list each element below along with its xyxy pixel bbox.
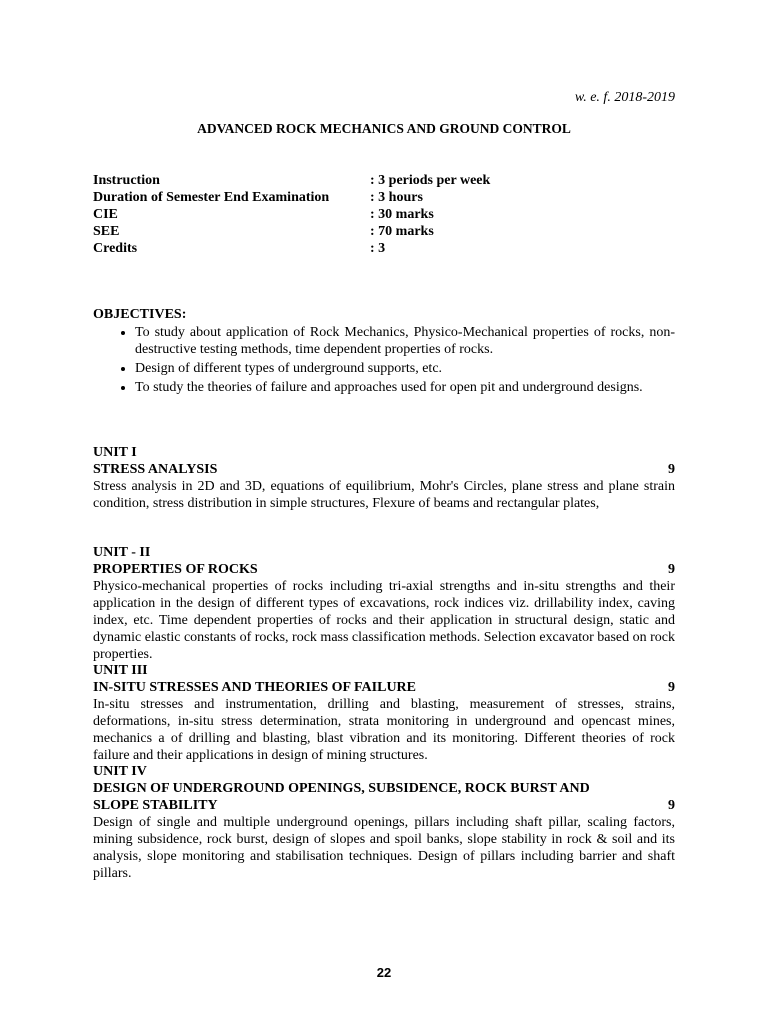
objective-item: • Design of different types of underground supports, etc.: [135, 360, 675, 377]
info-label: Duration of Semester End Examination: [93, 190, 330, 205]
unit-4-section: [93, 763, 675, 882]
unit-label: UNIT IV: [93, 764, 147, 779]
unit-title: PROPERTIES OF ROCKS: [93, 562, 258, 577]
unit-hours: 9: [668, 462, 675, 477]
unit-title: STRESS ANALYSIS: [93, 462, 218, 477]
unit-2-section: [93, 544, 675, 663]
unit-heading: [93, 461, 675, 478]
unit-hours: 9: [668, 562, 675, 577]
info-row-see: [93, 223, 490, 240]
objective-item: • To study about application of Rock Mechanics, Physico-Mechanical properties of rocks, non-destructive testing methods, time dependent properties of rocks.: [135, 324, 675, 358]
info-row-cie: [93, 206, 490, 223]
info-value: : 3 periods per week: [370, 173, 491, 188]
info-label: CIE: [93, 207, 118, 222]
unit-heading: [93, 679, 675, 696]
unit-label: UNIT - II: [93, 545, 151, 560]
unit-heading: [93, 561, 675, 578]
unit-body: In-situ stresses and instrumentation, drilling and blasting, measurement of stresses, strains, deformations, in-situ stress determination, strata monitoring in underground and opencast mines, mechanics a of drilling and blasting, blast vibration and its monitoring. Different theories of rock failure and their applications in design of mining structures.: [93, 697, 675, 763]
objectives-heading: OBJECTIVES:: [93, 307, 187, 322]
info-label: Instruction: [93, 173, 160, 188]
unit-title: IN-SITU STRESSES AND THEORIES OF FAILURE: [93, 680, 417, 695]
info-label: Credits: [93, 241, 138, 256]
unit-1-section: [93, 444, 675, 512]
unit-title: DESIGN OF UNDERGROUND OPENINGS, SUBSIDENCE, ROCK BURST AND: [93, 781, 590, 796]
unit-title-continued: SLOPE STABILITY: [93, 798, 218, 813]
unit-hours: 9: [668, 798, 675, 813]
info-value: : 3 hours: [370, 190, 423, 205]
course-info-table: [93, 172, 490, 257]
unit-heading: [93, 797, 675, 814]
info-row-duration: [93, 189, 490, 206]
unit-label: UNIT I: [93, 445, 137, 460]
objective-item: • To study the theories of failure and approaches used for open pit and underground designs.: [135, 379, 675, 396]
info-row-instruction: [93, 172, 490, 189]
objectives-list: [93, 324, 675, 396]
info-row-credits: [93, 240, 490, 257]
unit-body: Stress analysis in 2D and 3D, equations of equilibrium, Mohr's Circles, plane stress and plane strain condition, stress distribution in simple structures, Flexure of beams and rectangular plates,: [93, 479, 675, 511]
objectives-section: [93, 306, 675, 398]
effective-date: w. e. f. 2018-2019: [574, 90, 675, 105]
unit-3-section: [93, 662, 675, 764]
unit-hours: 9: [668, 680, 675, 695]
unit-label: UNIT III: [93, 663, 148, 678]
info-value: : 70 marks: [370, 224, 434, 239]
info-value: : 3: [370, 241, 386, 256]
course-title: ADVANCED ROCK MECHANICS AND GROUND CONTROL: [197, 121, 571, 136]
info-label: SEE: [93, 224, 120, 239]
info-value: : 30 marks: [370, 207, 434, 222]
unit-body: Physico-mechanical properties of rocks including tri-axial strengths and in-situ strengths and their application in the design of different types of excavations, rock indices viz. drillability index, caving index, etc. Time dependent properties of rocks and their application in structural design, static and dynamic elastic constants of rocks, rock mass classification methods. Selection excavator based on rock properties.: [93, 579, 675, 662]
page-number: 22: [376, 965, 392, 980]
unit-body: Design of single and multiple underground openings, pillars including shaft pillar, scaling factors, mining subsidence, rock burst, design of slopes and spoil banks, slope stability in rock & soil and its analysis, slope monitoring and stabilisation techniques. Design of pillars including barrier and shaft pillars.: [93, 815, 675, 881]
